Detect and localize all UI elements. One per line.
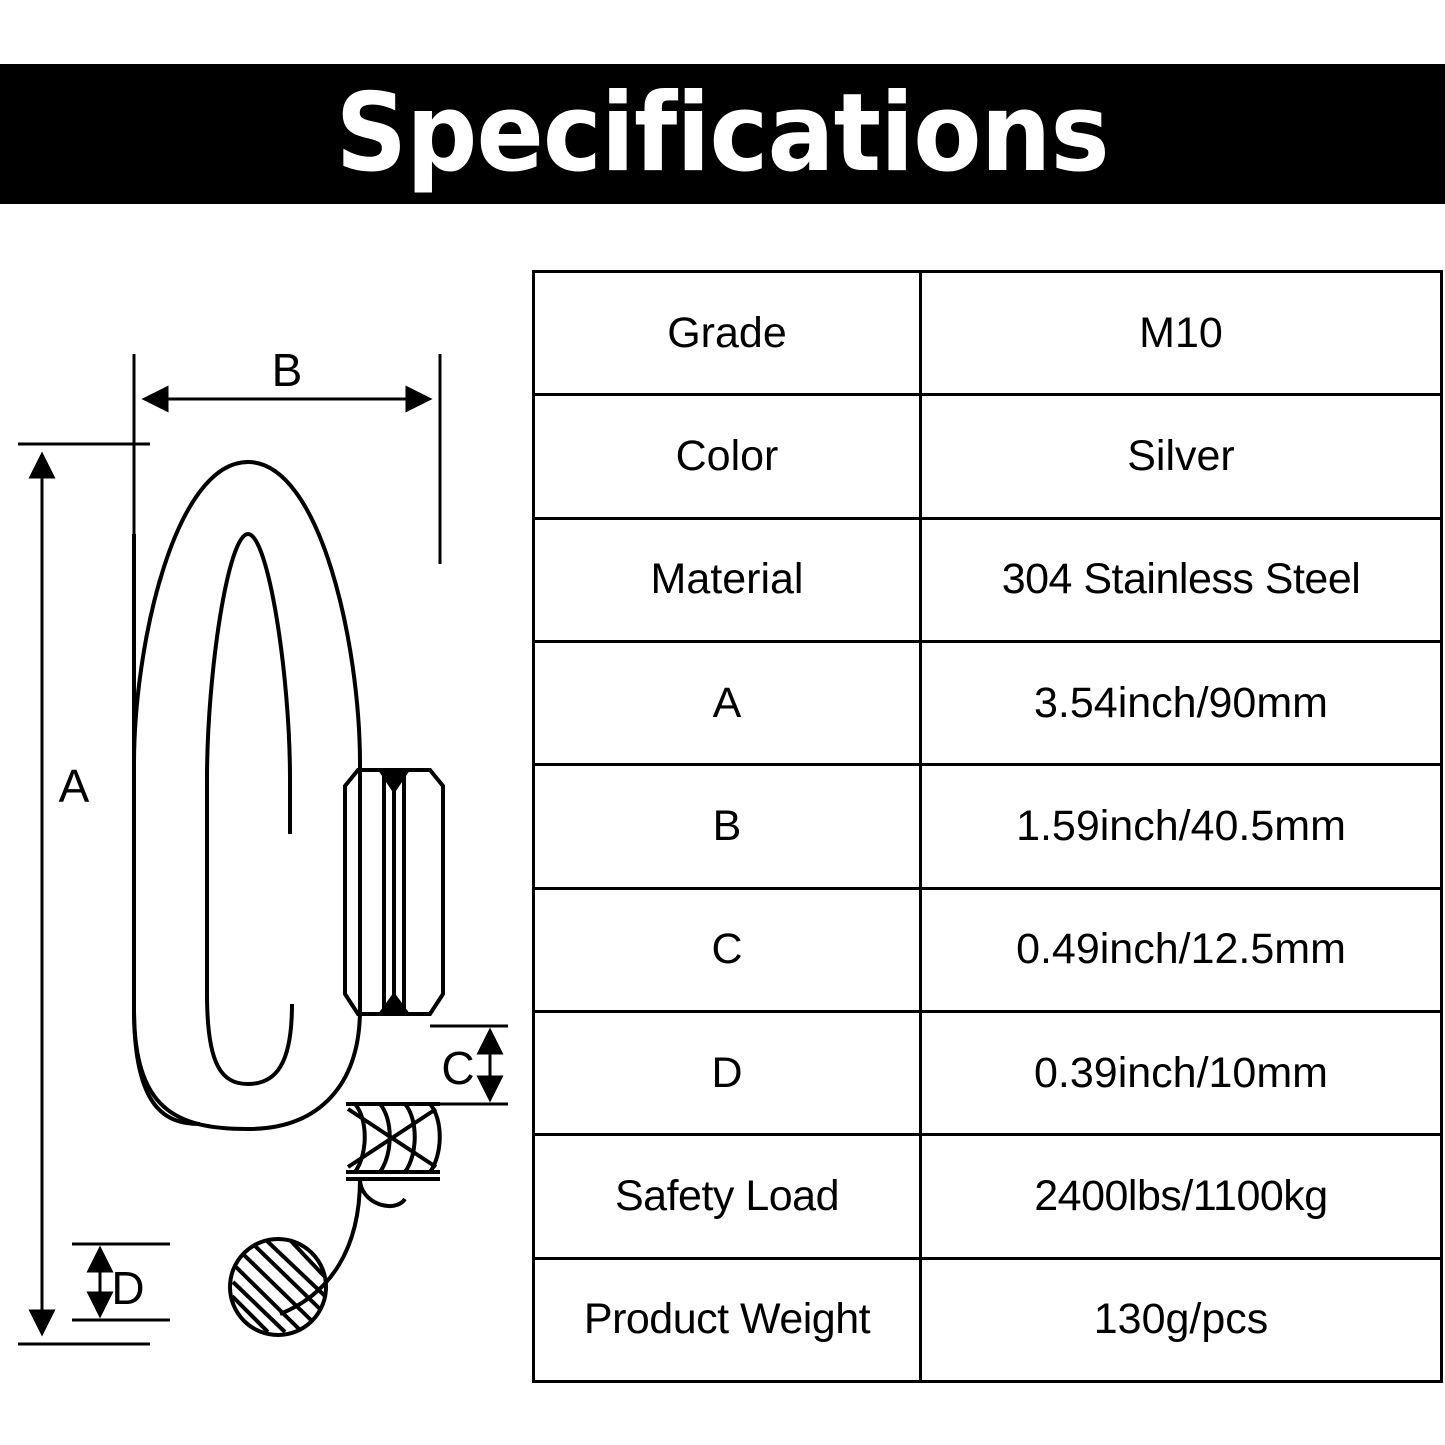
row-label: B [534,765,921,888]
row-label: Material [534,518,921,641]
row-value: 130g/pcs [921,1258,1442,1381]
row-value: 304 Stainless Steel [921,518,1442,641]
row-value: Silver [921,395,1442,518]
quick-link-diagram [0,204,530,1445]
table-row [534,1011,1442,1134]
table-row [534,888,1442,1011]
row-value: 3.54inch/90mm [921,641,1442,764]
table-row [534,765,1442,888]
row-label: D [534,1011,921,1134]
table-row [534,1135,1442,1258]
row-value: 0.39inch/10mm [921,1011,1442,1134]
svg-text:C: C [441,1042,475,1094]
row-label: Product Weight [534,1258,921,1381]
table-row [534,395,1442,518]
row-value: 2400lbs/1100kg [921,1135,1442,1258]
specifications-table-container [532,270,1410,1383]
row-label: Safety Load [534,1135,921,1258]
table-row [534,518,1442,641]
row-value: 1.59inch/40.5mm [921,765,1442,888]
row-label: Grade [534,272,921,395]
row-label: Color [534,395,921,518]
table-row [534,641,1442,764]
row-label: A [534,641,921,764]
page-title: Specifications [335,71,1110,196]
svg-text:B: B [271,344,303,396]
specifications-table [532,270,1443,1383]
specifications-banner [0,64,1445,204]
product-diagram-panel [0,204,530,1445]
row-value: 0.49inch/12.5mm [921,888,1442,1011]
svg-text:A: A [58,760,90,812]
svg-text:D: D [111,1262,145,1314]
content-area [0,204,1445,1445]
table-row [534,1258,1442,1381]
table-row [534,272,1442,395]
row-label: C [534,888,921,1011]
row-value: M10 [921,272,1442,395]
